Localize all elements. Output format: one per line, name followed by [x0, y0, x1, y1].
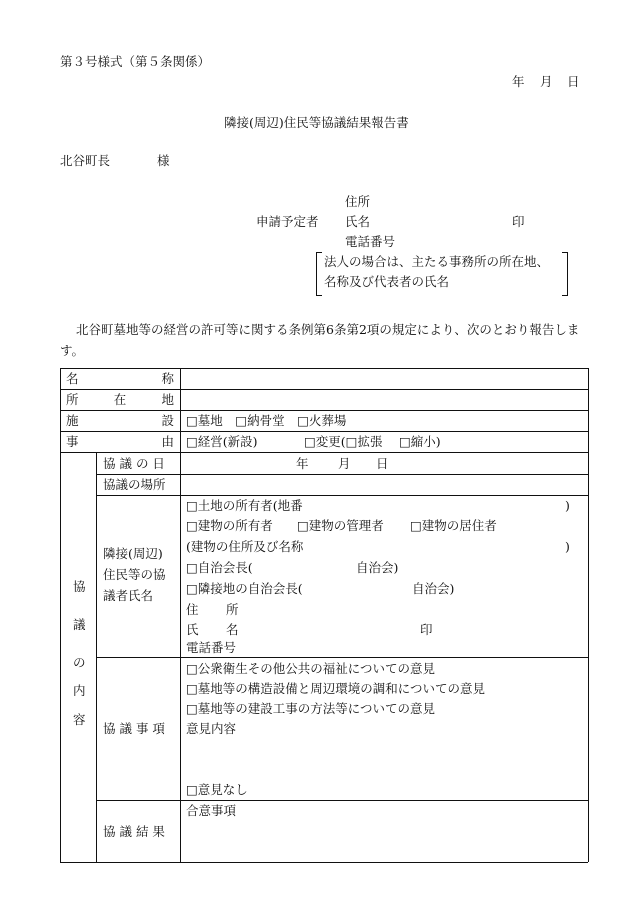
consult-date-year: 年 [296, 456, 309, 471]
no-opinion-option[interactable]: □意見なし [186, 782, 248, 797]
label-char: 地 [161, 392, 174, 407]
body-text-line1: 北谷町墓地等の経営の許可等に関する条例第6条第2項の規定により、次のとおり報告しま [76, 322, 580, 337]
building-owner-option[interactable]: □建物の所有者 [186, 518, 273, 533]
label-char: 施 [66, 413, 79, 428]
label-char: 名 [66, 371, 79, 386]
form-number: 第３号様式（第５条関係） [60, 54, 211, 69]
item-public-welfare-option[interactable]: □公衆衛生その他公共の福祉についての意見 [186, 661, 436, 676]
consult-vchar-4: 内 [73, 683, 86, 698]
building-address-label: (建物の住所及び名称 [186, 539, 304, 554]
adjacent-chairman-suffix: 自治会) [412, 581, 455, 596]
consult-date-month: 月 [338, 456, 351, 471]
row-label-reason [66, 436, 174, 449]
bracket-left [316, 252, 322, 296]
neighbors-label-line3: 議者氏名 [103, 588, 154, 603]
bracket-right [562, 252, 568, 296]
label-char: 事 [66, 434, 79, 449]
neighbor-name-label-1: 氏 [186, 622, 199, 637]
corporation-note-line1: 法人の場合は、主たる事務所の所在地、 [324, 254, 550, 269]
opinion-content-label: 意見内容 [186, 721, 237, 736]
building-resident-option[interactable]: □建物の居住者 [410, 518, 497, 533]
applicant-phone-label: 電話番号 [345, 234, 396, 249]
chairman-suffix: 自治会) [356, 560, 399, 575]
neighbor-address-label-1: 住 [186, 602, 199, 617]
consult-items-label: 協 議 事 項 [103, 721, 165, 736]
row-label-location [66, 394, 174, 407]
date-month: 月 [540, 74, 553, 89]
chairman-option[interactable]: □自治会長( [186, 560, 253, 575]
building-manager-option[interactable]: □建物の管理者 [297, 518, 384, 533]
recipient-name: 北谷町長 [60, 153, 111, 168]
label-char: 所 [66, 392, 79, 407]
consult-vchar-2: 議 [73, 617, 86, 632]
corporation-note-line2: 名称及び代表者の氏名 [324, 274, 450, 289]
consult-result-label: 協 議 結 果 [103, 824, 165, 839]
applicant-name-label: 氏名 [345, 214, 371, 229]
consult-place-field[interactable] [180, 474, 588, 495]
neighbors-label-line2: 住民等の協 [103, 567, 166, 582]
consult-vchar-1: 協 [73, 579, 86, 594]
date-year: 年 [512, 74, 525, 89]
neighbors-label-line1: 隣接(周辺) [103, 546, 163, 561]
consult-vchar-3: の [73, 655, 86, 670]
item-construction-method-option[interactable]: □墓地等の建設工事の方法等についての意見 [186, 701, 436, 716]
row-label-facility [66, 415, 174, 428]
neighbor-seal: 印 [420, 622, 433, 637]
agreement-items-label: 合意事項 [186, 803, 237, 818]
consult-place-label: 協議の場所 [103, 477, 166, 492]
page-title: 隣接(周辺)住民等協議結果報告書 [224, 115, 409, 130]
applicant-seal: 印 [512, 214, 525, 229]
consult-vchar-5: 容 [73, 712, 86, 727]
neighbor-name-label-2: 名 [226, 622, 239, 637]
name-value-field[interactable] [180, 368, 588, 389]
neighbor-phone-label: 電話番号 [186, 640, 237, 655]
label-char: 称 [161, 371, 174, 386]
applicant-address-label: 住所 [345, 194, 371, 209]
reason-change-option[interactable]: □変更(□拡張 □縮小) [304, 434, 441, 449]
item-structure-harmony-option[interactable]: □墓地等の構造設備と周辺環境の調和についての意見 [186, 681, 486, 696]
recipient-honorific: 様 [157, 153, 170, 168]
land-owner-option[interactable]: □土地の所有者(地番 [186, 498, 303, 513]
label-char: 在 [113, 392, 127, 407]
label-char: 設 [161, 413, 174, 428]
label-char: 由 [161, 434, 174, 449]
row-label-name [66, 373, 174, 386]
neighbor-address-label-2: 所 [226, 602, 239, 617]
consult-date-day: 日 [376, 456, 389, 471]
building-address-close-paren: ) [565, 539, 570, 554]
facility-options[interactable]: □墓地 □納骨堂 □火葬場 [186, 413, 347, 428]
location-value-field[interactable] [180, 389, 588, 410]
adjacent-chairman-option[interactable]: □隣接地の自治会長( [186, 581, 303, 596]
body-text-line2: す。 [60, 343, 85, 358]
consult-date-label: 協 議 の 日 [103, 456, 165, 471]
reason-new-option[interactable]: □経営(新設) [186, 434, 258, 449]
applicant-label: 申請予定者 [256, 214, 319, 229]
date-day: 日 [567, 74, 580, 89]
land-owner-close-paren: ) [565, 498, 570, 513]
